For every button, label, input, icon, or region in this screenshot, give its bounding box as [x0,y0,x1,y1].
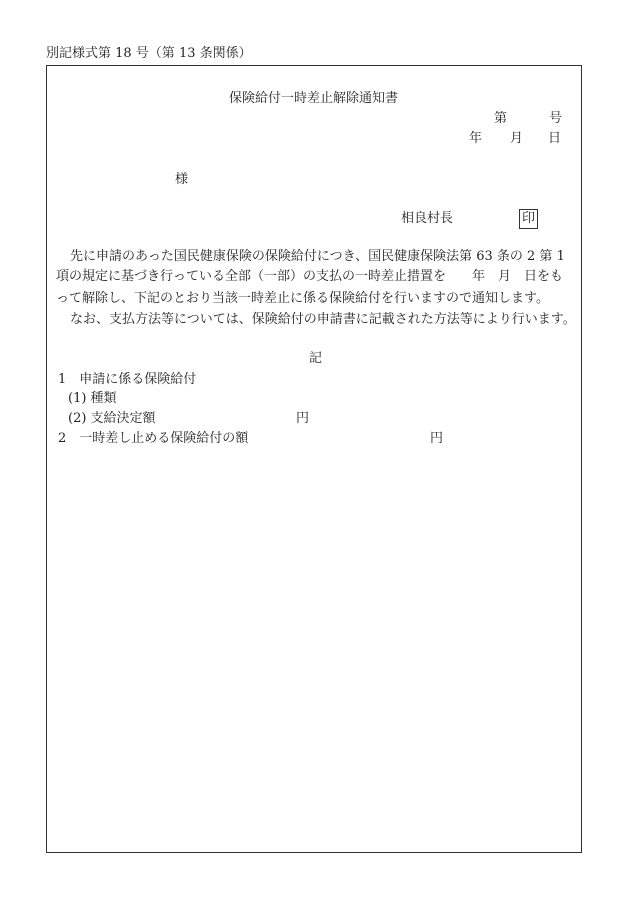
body-line-1: 先に申請のあった国民健康保険の保険給付につき、国民健康保険法第 63 条の 2 第 1 [70,249,565,264]
item-1: 1 申請に係る保険給付 [58,372,197,387]
item-1-sub-2-unit: 円 [296,411,310,426]
addressee-honorific: 様 [175,172,189,187]
date-month: 月 [510,131,524,146]
item-2-unit: 円 [430,431,444,446]
number-prefix: 第 [494,111,508,126]
body-line-4: なお、支払方法等については、保険給付の申請書に記載された方法等により行います。 [70,312,576,327]
item-2: 2 一時差し止める保険給付の額 [58,431,249,446]
form-header-label: 別記様式第 18 号（第 13 条関係） [46,46,252,61]
body-line-3: って解除し、下記のとおり当該一時差止に係る保険給付を行いますので通知します。 [56,291,549,306]
date-day: 日 [548,131,562,146]
date-year: 年 [469,131,483,146]
seal-box [519,209,538,229]
seal-mark: 印 [519,209,538,229]
ki-heading: 記 [309,351,323,366]
issuer-name: 相良村長 [401,211,454,226]
item-1-sub-2: (2) 支給決定額 [68,411,156,426]
form-frame [46,65,582,853]
number-suffix: 号 [549,111,563,126]
item-1-sub-1: (1) 種類 [68,391,117,406]
body-line-2: 項の規定に基づき行っている全部（一部）の支払の一時差止措置を 年 月 日をも [56,269,564,284]
document-title: 保険給付一時差止解除通知書 [229,91,399,106]
